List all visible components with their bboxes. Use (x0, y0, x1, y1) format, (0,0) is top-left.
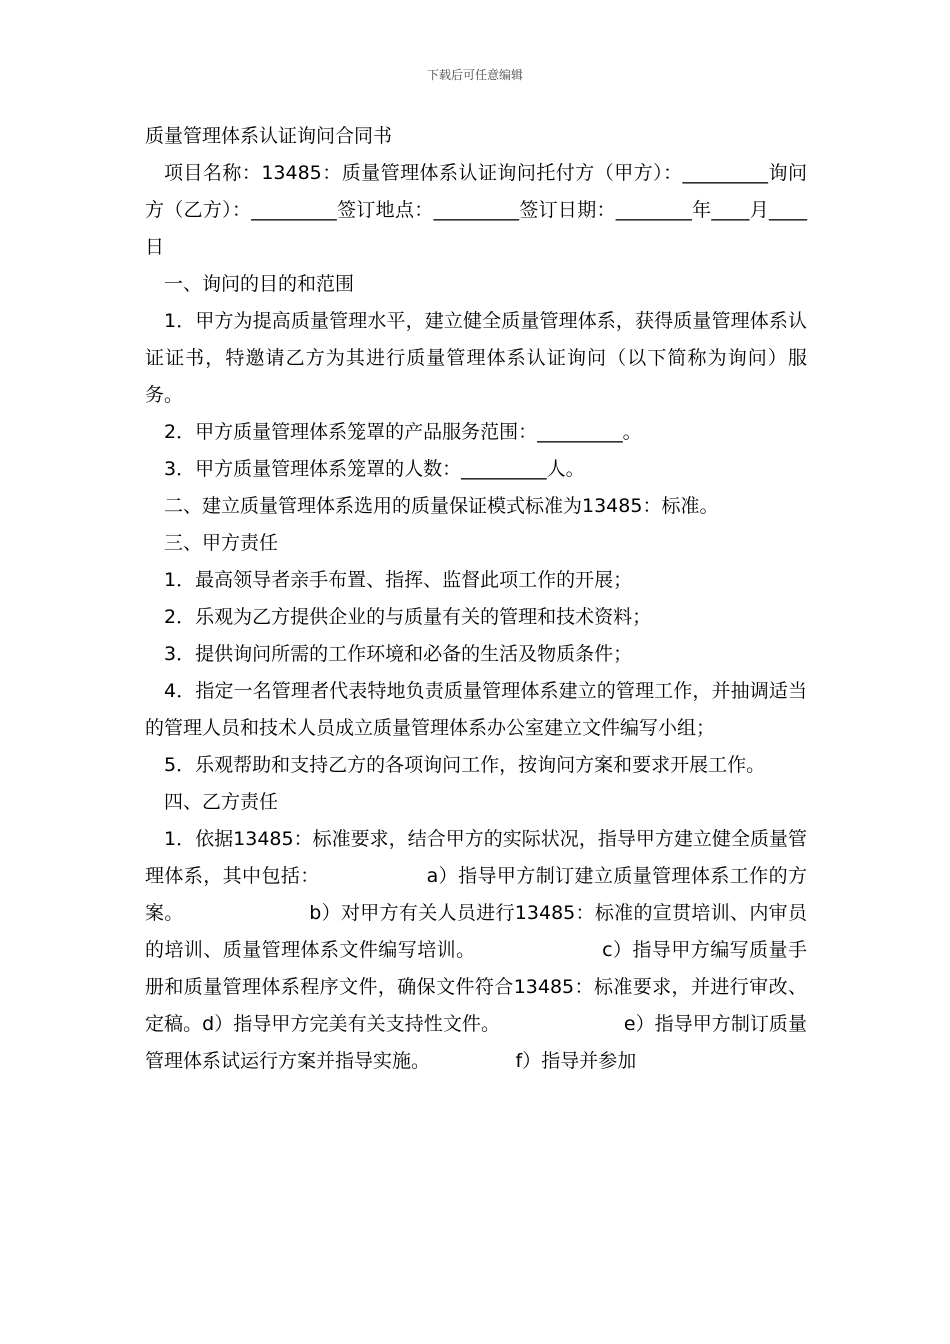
document-title: 质量管理体系认证询问合同书 (145, 125, 393, 147)
paragraph: 2．甲方质量管理体系笼罩的产品服务范围：_________。 (164, 421, 642, 443)
paragraph: 4．指定一名管理者代表特地负责质量管理体系建立的管理工作，并抽调适当的管理人员和技术人员成立质量管理体系办公室建立文件编写小组； (145, 680, 807, 739)
document-body (145, 118, 807, 1080)
section-heading-1: 一、询问的目的和范围 (164, 273, 355, 295)
paragraph: 1．最高领导者亲手布置、指挥、监督此项工作的开展； (164, 569, 633, 591)
section-heading-4: 四、乙方责任 (164, 791, 279, 813)
paragraph: 1．依据13485：标准要求，结合甲方的实际状况，指导甲方建立健全质量管理体系，其中包括： a）指导甲方制订建立质量管理体系工作的方案。 b）对甲方有关人员进行13485：标准的宣贯培训、内审员的培训、质量管理体系文件编写培训。 c）指导甲方编写质量手册和质量管理体系程序文件，确保文件符合13485：标准要求，并进行审改、定稿。d）指导甲方完美有关支持性文件。 e）指导甲方制订质量管理体系试运行方案并指导实施。 f）指导并参加 (145, 828, 807, 1072)
paragraph-project-info: 项目名称：13485：质量管理体系认证询问托付方（甲方）：_________询问方（乙方）：_________签订地点：_________签订日期：________年____月____日 (145, 162, 807, 258)
paragraph: 3．甲方质量管理体系笼罩的人数：_________人。 (164, 458, 585, 480)
paragraph: 5．乐观帮助和支持乙方的各项询问工作，按询问方案和要求开展工作。 (164, 754, 766, 776)
section-heading-3: 三、甲方责任 (164, 532, 279, 554)
paragraph: 3．提供询问所需的工作环境和必备的生活及物质条件； (164, 643, 633, 665)
section-heading-2: 二、建立质量管理体系选用的质量保证模式标准为13485：标准。 (164, 495, 719, 517)
paragraph: 2．乐观为乙方提供企业的与质量有关的管理和技术资料； (164, 606, 652, 628)
paragraph: 1．甲方为提高质量管理水平，建立健全质量管理体系，获得质量管理体系认证证书，特邀请乙方为其进行质量管理体系认证询问（以下简称为询问）服务。 (145, 310, 807, 406)
page-header: 下载后可任意编辑 (426, 68, 523, 82)
